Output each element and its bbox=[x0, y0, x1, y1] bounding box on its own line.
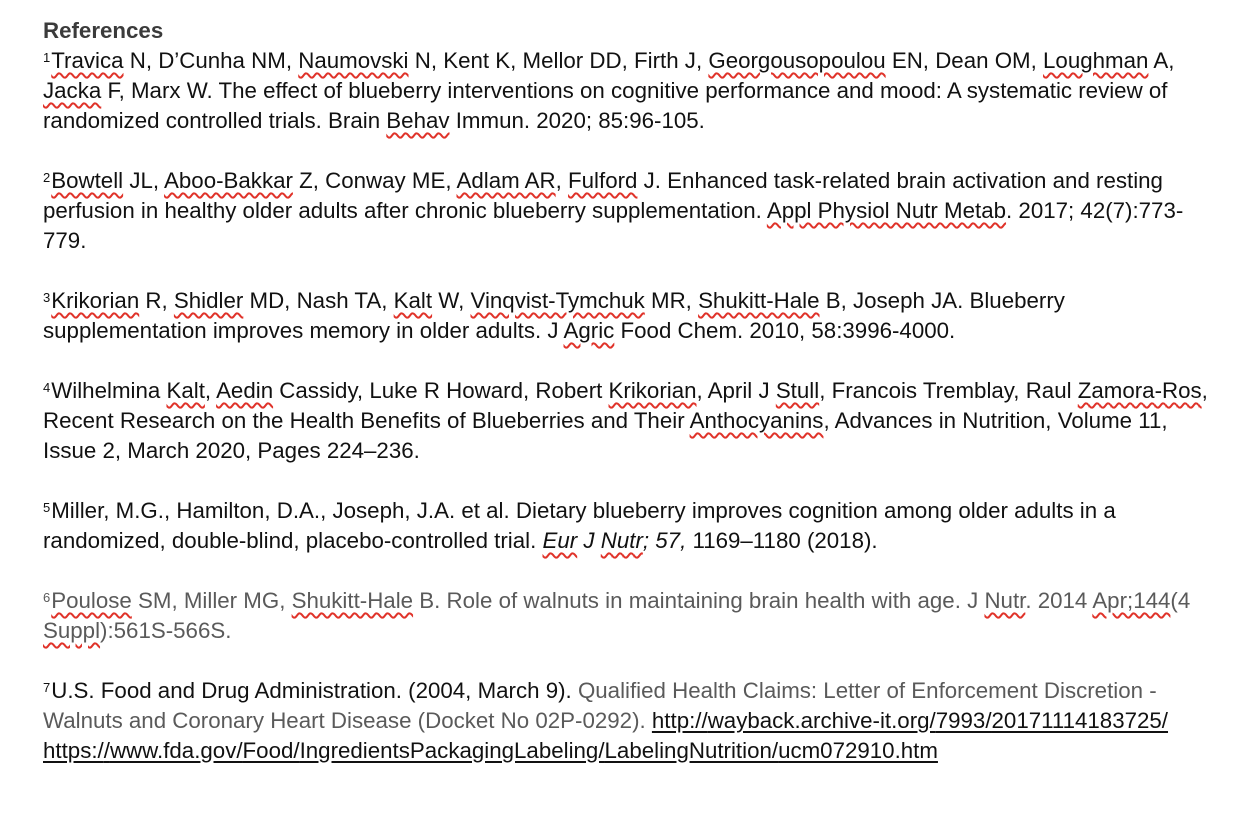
reference-text: U.S. Food and Drug Administration. (2004, March 9). bbox=[51, 678, 578, 703]
reference-text: (4 bbox=[1170, 588, 1191, 613]
reference-text: F, Marx W. The effect of blueberry interventions on cognitive performance and mood: A systematic review of randomized controlled trials. Brain bbox=[43, 78, 1168, 133]
spellcheck-word[interactable]: Anthocyanins bbox=[689, 408, 824, 433]
spellcheck-word[interactable]: Aboo-Bakkar bbox=[164, 168, 293, 193]
references-heading: References bbox=[43, 18, 164, 43]
spellcheck-word[interactable]: Nutr bbox=[984, 588, 1026, 613]
reference-text-italic: J bbox=[577, 528, 601, 553]
reference-text: 1169–1180 (2018). bbox=[686, 528, 878, 553]
reference-text: N, Kent K, Mellor DD, Firth J, bbox=[408, 48, 709, 73]
spellcheck-word[interactable]: Vinqvist-Tymchuk bbox=[470, 288, 645, 313]
reference-text: , April J bbox=[696, 378, 776, 403]
spellcheck-word[interactable]: Shukitt-Hale bbox=[291, 588, 414, 613]
reference-text: SM, Miller MG, bbox=[131, 588, 292, 613]
reference-number: 4 bbox=[43, 380, 51, 395]
reference-1[interactable] bbox=[43, 46, 1223, 136]
reference-text: W, bbox=[432, 288, 471, 313]
spellcheck-word[interactable]: Zamora-Ros bbox=[1077, 378, 1202, 403]
reference-5[interactable] bbox=[43, 496, 1223, 556]
spellcheck-word[interactable]: Adlam AR bbox=[456, 168, 556, 193]
reference-text: , Recent Research on the Health Benefits of Blueberries and Their bbox=[43, 378, 1208, 433]
reference-3[interactable] bbox=[43, 286, 1223, 346]
reference-number: 7 bbox=[43, 680, 51, 695]
reference-text: , Francois Tremblay, Raul bbox=[819, 378, 1078, 403]
reference-text: ):561S-566S. bbox=[100, 618, 232, 643]
reference-text: . 2014 bbox=[1025, 588, 1093, 613]
reference-url-link[interactable]: http://wayback.archive-it.org/7993/20171114183725/https://www.fda.gov/Food/IngredientsPackagingLabeling/LabelingNutrition/ucm072910.htm bbox=[43, 708, 1169, 763]
reference-text: Food Chem. 2010, 58:3996-4000. bbox=[614, 318, 956, 343]
reference-text: MR, bbox=[644, 288, 699, 313]
spellcheck-word[interactable]: Loughman bbox=[1043, 48, 1149, 73]
reference-text: , bbox=[555, 168, 569, 193]
reference-2[interactable] bbox=[43, 166, 1223, 256]
reference-text: Immun. 2020; 85:96-105. bbox=[449, 108, 705, 133]
spellcheck-word[interactable]: Bowtell bbox=[51, 168, 124, 193]
reference-text: JL, bbox=[123, 168, 165, 193]
reference-text: Z, Conway ME, bbox=[292, 168, 457, 193]
reference-text: B. Role of walnuts in maintaining brain health with age. J bbox=[413, 588, 985, 613]
reference-text: N, D’Cunha NM, bbox=[123, 48, 299, 73]
spellcheck-word[interactable]: Eur bbox=[542, 528, 578, 553]
reference-text: R, bbox=[139, 288, 174, 313]
spellcheck-word[interactable]: Poulose bbox=[51, 588, 132, 613]
reference-7[interactable] bbox=[43, 676, 1223, 766]
spellcheck-word[interactable]: Krikorian bbox=[51, 288, 140, 313]
references-section bbox=[43, 16, 1223, 796]
spellcheck-word[interactable]: Georgousopoulou bbox=[708, 48, 886, 73]
reference-number: 2 bbox=[43, 170, 51, 185]
spellcheck-word[interactable]: Behav bbox=[386, 108, 450, 133]
reference-text: Cassidy, Luke R Howard, Robert bbox=[273, 378, 609, 403]
reference-number: 3 bbox=[43, 290, 51, 305]
spellcheck-word[interactable]: Fulford bbox=[568, 168, 638, 193]
reference-number: 1 bbox=[43, 50, 51, 65]
reference-text: Wilhelmina bbox=[51, 378, 167, 403]
spellcheck-word[interactable]: Kalt bbox=[166, 378, 205, 403]
spellcheck-word[interactable]: Shidler bbox=[173, 288, 244, 313]
spellcheck-word[interactable]: Apr;144 bbox=[1092, 588, 1171, 613]
reference-6[interactable] bbox=[43, 586, 1223, 646]
reference-4[interactable] bbox=[43, 376, 1223, 466]
spellcheck-word[interactable]: Naumovski bbox=[298, 48, 409, 73]
spellcheck-word[interactable]: Aedin bbox=[216, 378, 274, 403]
reference-text: Miller, M.G., Hamilton, D.A., Joseph, J.A. et al. Dietary blueberry improves cognition among older adults in a randomized, double-blind, placebo-controlled trial. bbox=[43, 498, 1116, 553]
spellcheck-word[interactable]: Suppl bbox=[43, 618, 101, 643]
reference-text: B, Joseph JA. Blueberry supplementation improves memory in older adults. J bbox=[43, 288, 1065, 343]
spellcheck-word[interactable]: Shukitt-Hale bbox=[698, 288, 820, 313]
spellcheck-word[interactable]: Travica bbox=[51, 48, 124, 73]
spellcheck-word[interactable]: Appl Physiol Nutr Metab bbox=[766, 198, 1007, 223]
reference-text: EN, Dean OM, bbox=[885, 48, 1044, 73]
reference-number: 6 bbox=[43, 590, 51, 605]
reference-text: A, bbox=[1148, 48, 1175, 73]
reference-number: 5 bbox=[43, 500, 51, 515]
reference-text-italic: ; 57, bbox=[642, 528, 687, 553]
reference-text: MD, Nash TA, bbox=[243, 288, 394, 313]
reference-text: J. Enhanced task-related brain activation and resting perfusion in healthy older adults after chronic blueberry supplementation. bbox=[43, 168, 1163, 223]
spellcheck-word[interactable]: Nutr bbox=[600, 528, 643, 553]
spellcheck-word[interactable]: Agric bbox=[563, 318, 615, 343]
reference-title-text: Qualified Health Claims: Letter of Enforcement Discretion - Walnuts and Coronary Heart Disease (Docket No 02P-0292). bbox=[43, 678, 1157, 733]
spellcheck-word[interactable]: Kalt bbox=[393, 288, 433, 313]
spellcheck-word[interactable]: Jacka bbox=[43, 78, 102, 103]
reference-text: , bbox=[204, 378, 217, 403]
reference-text: , Advances in Nutrition, Volume 11, Issue 2, March 2020, Pages 224–236. bbox=[43, 408, 1168, 463]
spellcheck-word[interactable]: Stull bbox=[775, 378, 820, 403]
reference-text: . 2017; 42(7):773-779. bbox=[43, 198, 1184, 253]
spellcheck-word[interactable]: Krikorian bbox=[608, 378, 697, 403]
